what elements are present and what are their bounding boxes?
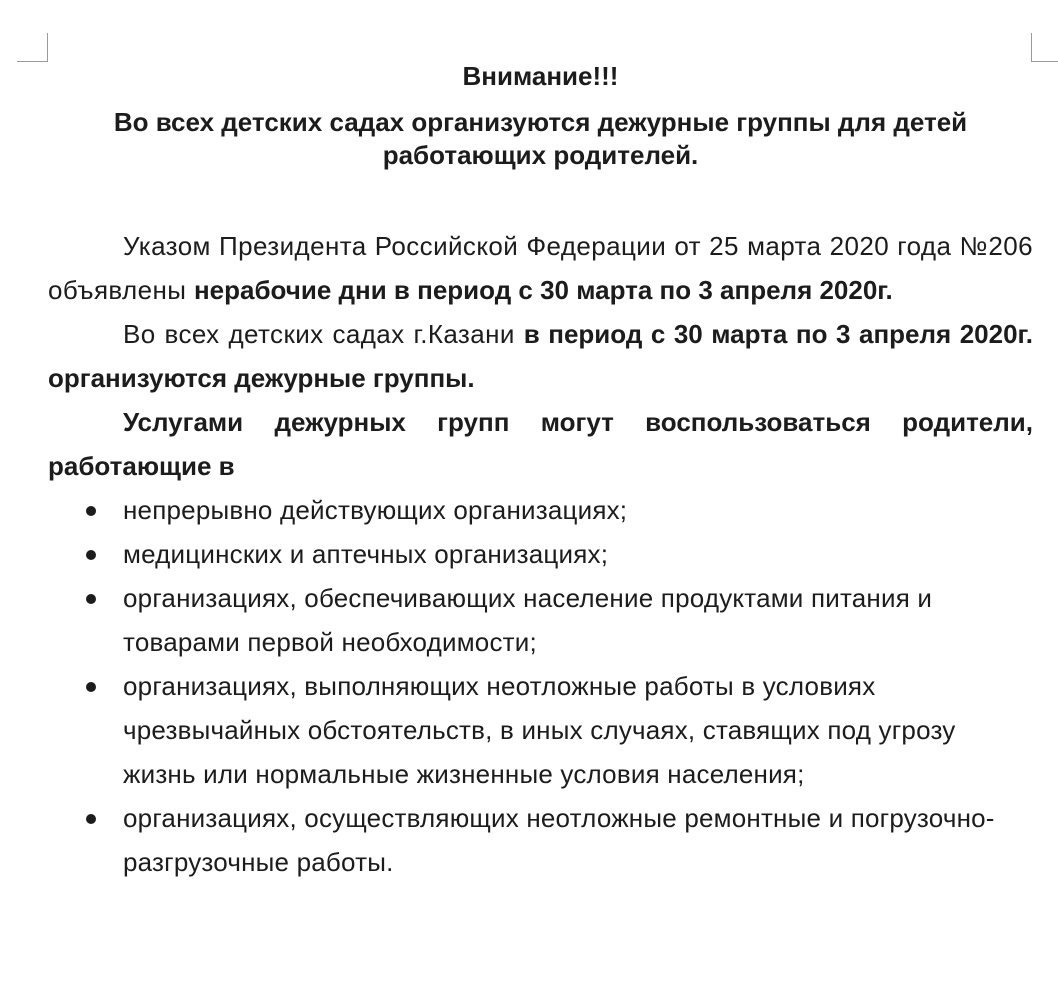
paragraph-services-bold: Услугами дежурных групп могут воспользоваться родители, работающие в <box>48 407 1033 481</box>
subtitle-line-2: работающих родителей. <box>382 140 699 170</box>
page-corner-mark-top-right <box>1031 33 1058 62</box>
document-subtitle <box>48 106 1033 172</box>
subtitle-line-1: Во всех детских садах организуются дежурные группы для детей <box>113 107 968 137</box>
document-page <box>48 58 1033 884</box>
paragraph-services <box>48 400 1033 488</box>
paragraph-decree-bold: нерабочие дни в период с 30 марта по 3 апреля 2020г. <box>193 275 893 305</box>
document-title: Внимание!!! <box>462 61 619 91</box>
list-item-text: организациях, осуществляющих неотложные ремонтные и погрузочно-разгрузочные работы. <box>123 803 995 877</box>
paragraph-kazan <box>48 312 1033 400</box>
bullet-icon <box>86 682 96 692</box>
list-item <box>48 488 1033 532</box>
paragraph-kazan-bold: в период с 30 марта по 3 апреля 2020г. организуются дежурные группы. <box>48 319 1033 393</box>
list-item-text: непрерывно действующих организациях; <box>123 495 628 525</box>
list-item-text: организациях, выполняющих неотложные работы в условиях чрезвычайных обстоятельств, в иных случаях, ставящих под угрозу жизнь или нормальные жизненные условия населения; <box>123 671 956 789</box>
list-item <box>48 796 1033 884</box>
list-item <box>48 576 1033 664</box>
bullet-icon <box>86 814 96 824</box>
list-item-text: медицинских и аптечных организациях; <box>123 539 609 569</box>
page-corner-mark-top-left <box>17 33 48 62</box>
list-item-text: организациях, обеспечивающих население продуктами питания и товарами первой необходимости; <box>123 583 933 657</box>
paragraph-decree <box>48 224 1033 312</box>
bullet-icon <box>86 506 96 516</box>
organizations-list <box>48 488 1033 884</box>
paragraph-decree-text: Указом Президента Российской Федерации от 25 марта 2020 года №206 объявлены <box>48 231 1033 305</box>
bullet-icon <box>86 594 96 604</box>
list-item <box>48 532 1033 576</box>
bullet-icon <box>86 550 96 560</box>
paragraph-kazan-text: Во всех детских садах г.Казани <box>123 319 524 349</box>
list-item <box>48 664 1033 796</box>
